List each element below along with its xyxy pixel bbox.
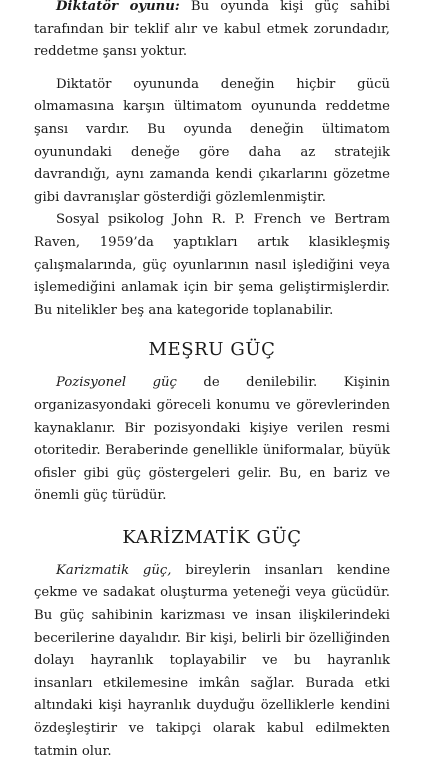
book-page xyxy=(34,0,390,763)
paragraph-charismatic-power xyxy=(34,560,390,763)
paragraph-dictator-game-text: Bu oyunda kişi güç sahibi tarafından bir teklif alır ve kabul etmek zorundadır, reddetme şansı yoktur. xyxy=(34,0,390,60)
paragraph-legitimate-power-text: de denilebilir. Kişinin organizasyondaki göreceli konumu ve görevlerinden kaynaklanır. Bir pozisyondaki kişiye verilen resmi otoritedir. Beraberinde genellikle üniformalar, büyük ofisler gibi güç göstergeleri gelir. Bu, en bariz ve önemli güç türüdür. xyxy=(34,375,390,504)
paragraph-french-raven: Sosyal psikolog John R. P. French ve Bertram Raven, 1959’da yaptıkları artık klasikleşmiş çalışmalarında, güç oyunlarının nasıl işlediğini veya işlemediğini anlamak için bir şema geliştirmişlerdir. Bu nitelikler beş ana kategoride toplanabilir. xyxy=(34,212,390,318)
term-dictator-game: Diktatör oyunu: xyxy=(56,0,180,14)
paragraph-comparison: Diktatör oyununda deneğin hiçbir gücü olmamasına karşın ültimatom oyununda reddetme şansı vardır. Bu oyunda deneğin ültimatom oyunundaki deneğe göre daha az stratejik davrandığı, aynı zamanda kendi çıkarlarını gözetme gibi davranışlar gösterdiği gözlemlenmiştir. xyxy=(34,76,390,205)
heading-charismatic-power: KARİZMATİK GÜÇ xyxy=(122,526,302,548)
paragraph-dictator-game xyxy=(34,0,390,64)
term-charismatic-power: Karizmatik güç, xyxy=(56,562,172,578)
paragraph-charismatic-power-text: bireylerin insanları kendine çekme ve sadakat oluşturma yeteneği veya gücüdür. Bu güç sahibinin karizması ve insan ilişkilerindeki becerilerine dayalıdır. Bir kişi, belirli bir özelliğinden dolayı hayranlık toplayabilir ve bu hayranlık insanları etkilemesine imkân sağlar. Burada etki altındaki kişi hayranlık duyduğu özelliklerle kendini özdeşleştirir ve takipçi olarak kabul edilmekten tatmin olur. xyxy=(34,562,391,759)
paragraph-legitimate-power xyxy=(34,372,390,508)
heading-legitimate-power: MEŞRU GÜÇ xyxy=(148,339,276,361)
term-positional-power: Pozisyonel güç xyxy=(56,375,177,391)
